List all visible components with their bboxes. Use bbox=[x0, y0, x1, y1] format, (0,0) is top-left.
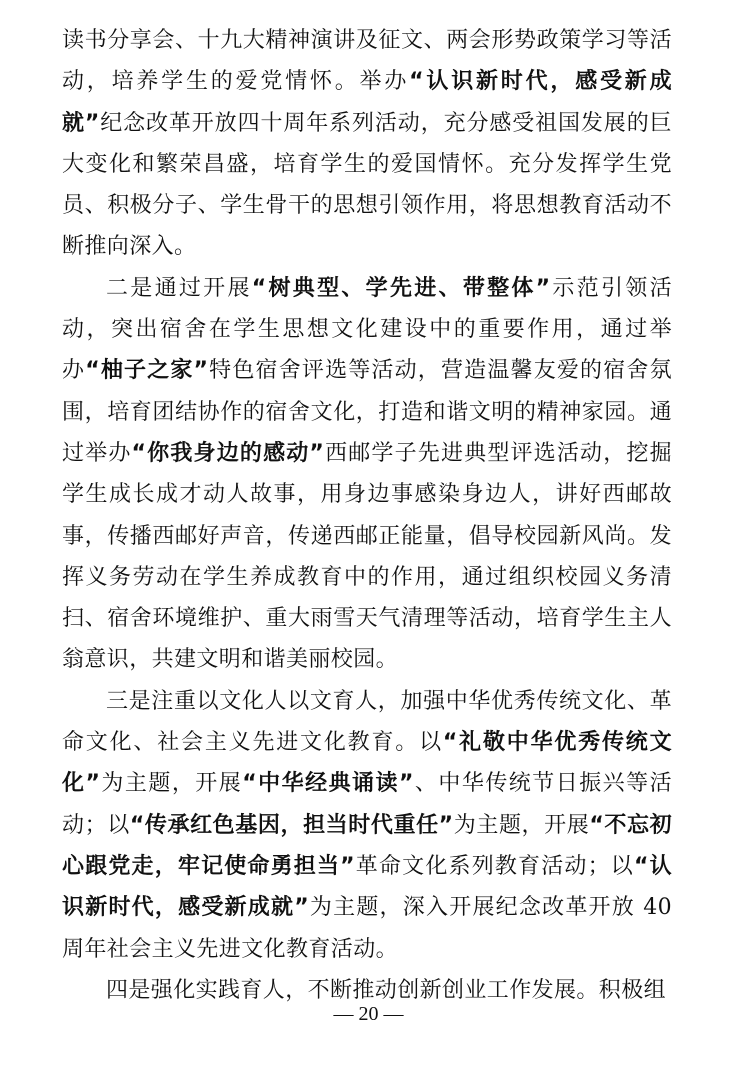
paragraph bbox=[62, 268, 672, 681]
paragraph bbox=[62, 20, 672, 268]
paragraph-text: 革命文化系列教育活动；以 bbox=[355, 853, 634, 879]
paragraph-text: 特色宿舍评选等活动，营造温馨友爱的宿舍氛围，培育团结协作的宿舍文化，打造和谐文明的精神家园。通过举办 bbox=[62, 358, 672, 466]
paragraph-text: 纪念改革开放四十周年系列活动，充分感受祖国发展的巨大变化和繁荣昌盛，培育学生的爱国情怀。充分发挥学生党员、积极分子、学生骨干的思想引领作用，将思想教育活动不断推向深入。 bbox=[62, 110, 672, 260]
paragraph-text: 三是注重以文化人以文育人，加强中华优秀传统文化、革命文化、社会主义先进文化教育。以 bbox=[62, 688, 672, 756]
emphasis-text: “不忘初心跟党走，牢记使命勇担当” bbox=[62, 812, 673, 879]
page-number: — 20 — bbox=[333, 1003, 404, 1025]
emphasis-text: “你我身边的感动” bbox=[131, 440, 325, 466]
emphasis-text: “柚子之家” bbox=[85, 358, 209, 384]
emphasis-text: “认识新时代，感受新成就” bbox=[62, 69, 672, 136]
emphasis-text: “礼敬中华优秀传统文化” bbox=[62, 730, 672, 797]
emphasis-text: “传承红色基因，担当时代重任” bbox=[129, 812, 454, 838]
paragraph-text: 、中华传统节日振兴等活动；以 bbox=[62, 771, 673, 838]
paragraph-text: 西邮学子先进典型评选活动，挖掘学生成长成才动人故事，用身边事感染身边人，讲好西邮故事，传播西邮好声音，传递西邮正能量，倡导校园新风尚。发挥义务劳动在学生养成教育中的作用，通过组织校园义务清扫、宿舍环境维护、重大雨雪天气清理等活动，培育学生主人翁意识，共建文明和谐美丽校园。 bbox=[62, 440, 672, 673]
paragraph-text: 示范引领活动，突出宿舍在学生思想文化建设中的重要作用，通过举办 bbox=[62, 275, 672, 384]
paragraph-text: 读书分享会、十九大精神演讲及征文、两会形势政策学习等活动，培养学生的爱党情怀。举办 bbox=[62, 28, 672, 95]
paragraph-text: 二是通过开展 bbox=[106, 275, 252, 301]
paragraph-text: 为主题，开展 bbox=[453, 812, 590, 838]
body-text bbox=[62, 20, 672, 1011]
emphasis-text: “中华经典诵读” bbox=[242, 771, 414, 797]
emphasis-text: “树典型、学先进、带整体” bbox=[251, 275, 551, 301]
paragraph bbox=[62, 681, 672, 970]
paragraph-text: 四是强化实践育人，不断推动创新创业工作发展。积极组 bbox=[106, 977, 667, 1003]
paragraph-text: 为主题，深入开展纪念改革开放 40 周年社会主义先进文化教育活动。 bbox=[62, 895, 672, 962]
emphasis-text: “认识新时代，感受新成就” bbox=[62, 853, 672, 921]
paragraph-text: 为主题，开展 bbox=[100, 771, 243, 797]
